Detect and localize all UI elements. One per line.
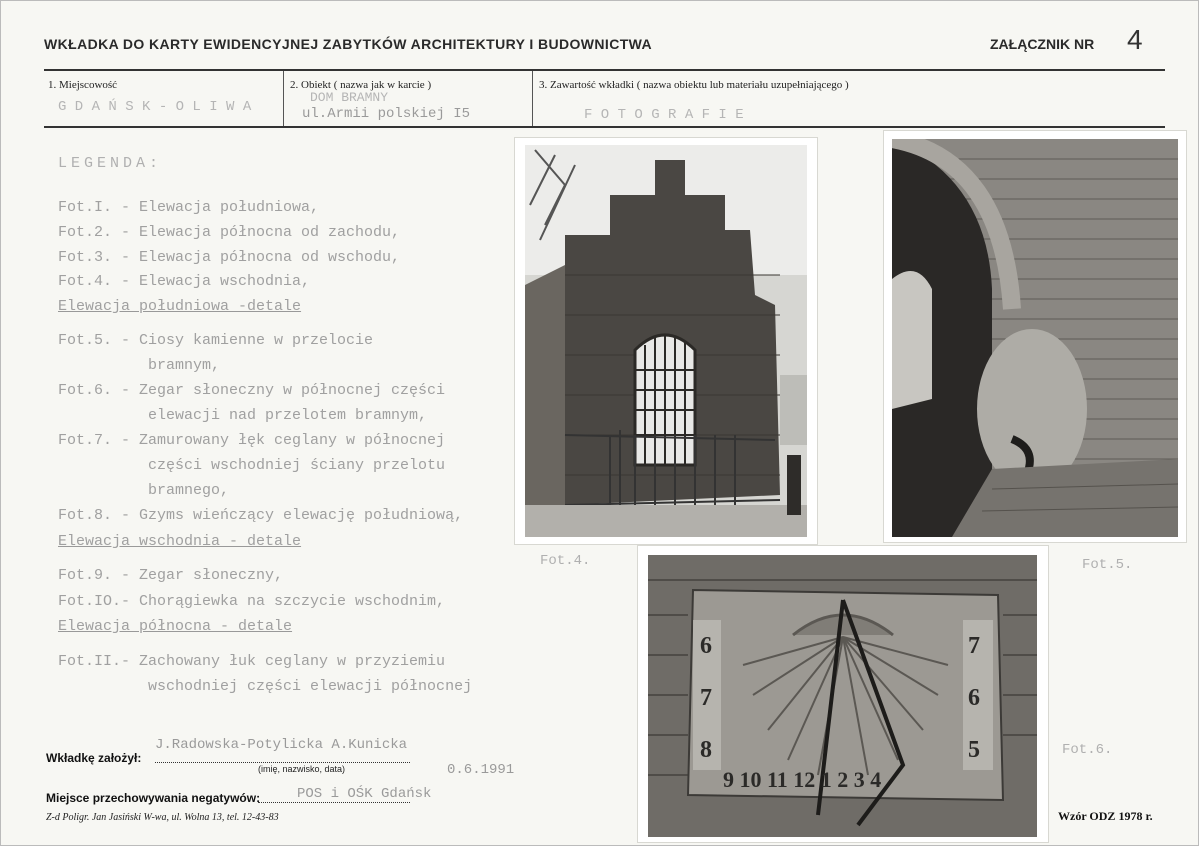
object-label: 2. Obiekt ( nazwa jak w karcie ) <box>290 79 432 91</box>
content-value: F O T O G R A F I E <box>584 107 744 123</box>
legend-subheading: Elewacja wschodnia - detale <box>58 533 302 550</box>
legend-line: Fot.I. - Elewacja południowa, <box>58 199 320 216</box>
photo-caption-right: Fot.5. <box>1082 557 1133 573</box>
legend-line: Fot.6. - Zegar słoneczny w północnej części <box>58 382 446 399</box>
legend-line: Fot.7. - Zamurowany łęk ceglany w północnej <box>58 432 446 449</box>
legend-line: Fot.4. - Elewacja wschodnia, <box>58 273 311 290</box>
sundial-photo-image <box>648 555 1037 837</box>
place-label: 1. Miejscowość <box>48 79 118 91</box>
fields-rule <box>44 126 1165 128</box>
field-divider-2 <box>532 71 533 127</box>
field-divider-1 <box>283 71 284 127</box>
legend-line: bramnym, <box>58 357 221 374</box>
founded-date: 0.6.1991 <box>447 762 515 778</box>
sundial-numeral: 6 <box>700 633 712 659</box>
legend-line: Fot.3. - Elewacja północna od wschodu, <box>58 249 401 266</box>
gatehouse-photo-image <box>525 145 807 537</box>
legend-line: części wschodniej ściany przelotu <box>58 457 446 474</box>
founded-dotted-line <box>155 761 410 763</box>
sundial-numeral: 7 <box>968 633 980 659</box>
printer-imprint: Z-d Poligr. Jan Jasiński W-wa, ul. Wolna 13, tel. 12-43-83 <box>46 812 279 823</box>
form-model: Wzór ODZ 1978 r. <box>1058 809 1153 823</box>
storage-label: Miejsce przechowywania negatywów: <box>46 791 261 805</box>
form-title: WKŁADKA DO KARTY EWIDENCYJNEJ ZABYTKÓW ARCHITEKTURY I BUDOWNICTWA <box>44 36 653 52</box>
legend-line: Fot.9. - Zegar słoneczny, <box>58 567 284 584</box>
legend-subheading: Elewacja południowa -detale <box>58 298 302 315</box>
legend-line: elewacji nad przelotem bramnym, <box>58 407 428 424</box>
annex-number: 4 <box>1127 24 1143 55</box>
storage-value: POS i OŚK Gdańsk <box>297 786 432 802</box>
object-value-line2: ul.Armii polskiej I5 <box>302 106 471 122</box>
founded-label: Wkładkę założył: <box>46 751 142 765</box>
sundial-numeral: 5 <box>968 737 980 763</box>
photo-gateway-passage <box>884 131 1186 542</box>
photo-gatehouse-elevation <box>515 138 817 544</box>
sundial-numeral: 7 <box>700 685 712 711</box>
legend-line: bramnego, <box>58 482 230 499</box>
sundial-bottom-numerals: 9 10 11 12 1 2 3 4 <box>723 767 882 792</box>
content-label: 3. Zawartość wkładki ( nazwa obiektu lub materiału uzupełniającego ) <box>539 79 849 91</box>
legend-subheading: Elewacja północna - detale <box>58 618 293 635</box>
sundial-numeral: 6 <box>968 685 980 711</box>
legend-line: Fot.5. - Ciosy kamienne w przelocie <box>58 332 374 349</box>
legend-line: Fot.2. - Elewacja północna od zachodu, <box>58 224 401 241</box>
photo-caption-bottom: Fot.6. <box>1062 742 1113 758</box>
legend-line: Fot.IO.- Chorągiewka na szczycie wschodnim, <box>58 593 446 610</box>
legend-heading: LEGENDA: <box>58 155 163 172</box>
founded-value: J.Radowska-Potylicka A.Kunicka <box>155 737 408 753</box>
legend-line: Fot.8. - Gzyms wieńczący elewację południową, <box>58 507 464 524</box>
object-value-line1: DOM BRAMNY <box>310 90 389 105</box>
photo-caption-left: Fot.4. <box>540 553 591 569</box>
header-rule <box>44 69 1165 71</box>
photo-sundial <box>638 546 1048 842</box>
founded-hint: (imię, nazwisko, data) <box>258 764 346 774</box>
legend-line: wschodniej części elewacji północnej <box>58 678 473 695</box>
gateway-photo-image <box>892 139 1178 537</box>
sundial-numeral: 8 <box>700 737 712 763</box>
legend-line: Fot.II.- Zachowany łuk ceglany w przyziemiu <box>58 653 446 670</box>
place-value: G D A Ń S K - O L I W A <box>58 99 252 115</box>
annex-label: ZAŁĄCZNIK NR <box>990 36 1095 52</box>
